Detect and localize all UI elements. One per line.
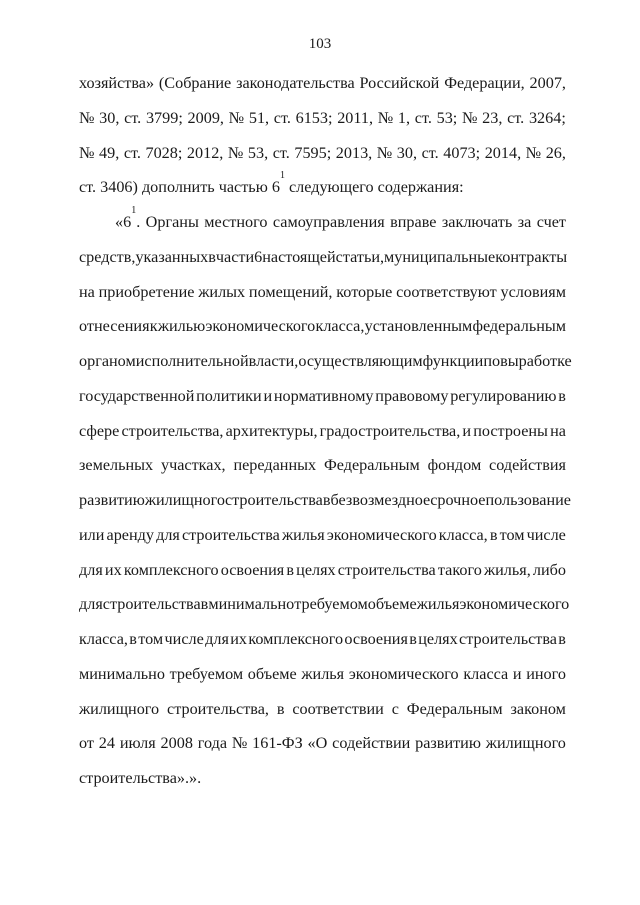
word: 30, (99, 108, 120, 127)
word: строительства (459, 630, 557, 648)
word: класса (463, 664, 509, 683)
word: Федерации, (444, 74, 525, 92)
word: ст. (123, 143, 141, 162)
text-line-first (79, 205, 566, 240)
word: ст. (414, 108, 432, 127)
word: экономического (348, 664, 459, 683)
word: «О (307, 734, 328, 753)
word: объеме (247, 664, 297, 683)
word: класса, (438, 525, 488, 544)
word: контракты (495, 247, 568, 266)
word: 3264; (528, 108, 566, 127)
word: переданных (233, 456, 317, 475)
word: № (231, 734, 248, 753)
word: целях (418, 630, 458, 648)
word: жилья, (483, 560, 531, 579)
word: земельных (79, 456, 154, 475)
word: для (205, 630, 229, 648)
word: № (228, 108, 245, 127)
text-line (79, 692, 566, 727)
word: средств, (79, 247, 136, 266)
word: безвозмездное (330, 491, 431, 509)
word: 2009, (187, 108, 224, 127)
word: градостроительства, (319, 421, 461, 440)
word: статьи, (335, 247, 385, 266)
word: установленным (364, 317, 473, 336)
word: 30, (396, 143, 418, 162)
text-line (79, 483, 571, 518)
word: № (79, 108, 95, 127)
word: либо (532, 560, 566, 579)
word: власти, (248, 352, 299, 370)
word: развитию (79, 491, 145, 509)
word: класса, (315, 317, 365, 336)
word: числе (164, 630, 204, 648)
word: освоения (344, 630, 408, 648)
word: части (215, 247, 255, 266)
word: аренду (106, 525, 154, 544)
text-line (79, 309, 566, 344)
word: требуемом (169, 664, 244, 683)
word: вправе (390, 213, 437, 231)
word: развитию (415, 734, 481, 753)
word: жилых (198, 282, 246, 301)
word: законодательства (236, 74, 355, 92)
word: жилищного (79, 699, 160, 718)
word: комплексного (248, 630, 344, 648)
word: иного (526, 664, 566, 683)
text-line (79, 761, 566, 796)
text-line (79, 587, 570, 622)
text-line (79, 726, 566, 761)
word: заключать (441, 213, 513, 231)
word: строительства (102, 595, 201, 614)
text-segment: . (136, 213, 141, 231)
word: в (208, 247, 216, 266)
word: № (525, 143, 542, 162)
word: жилищного (144, 491, 225, 509)
word: в (558, 386, 566, 405)
word: Российской (359, 74, 440, 92)
word: счет (536, 213, 566, 231)
word: федеральным (472, 317, 566, 336)
word: года (197, 734, 228, 753)
superscript: 1 (131, 205, 137, 216)
word: и (462, 421, 472, 440)
word: местного (204, 213, 268, 231)
word: содействии (332, 734, 411, 753)
word: хозяйства» (79, 74, 155, 92)
word: целях (296, 560, 336, 579)
word: в (558, 630, 566, 648)
word: построены (473, 421, 548, 440)
word: № (462, 108, 478, 127)
word: содействия (489, 456, 566, 475)
word: Федеральным (406, 699, 503, 718)
word: на (550, 421, 566, 440)
word: строительства (337, 560, 436, 579)
word: освоения (220, 560, 285, 579)
word: строительства (181, 525, 280, 544)
word: их (104, 560, 122, 579)
word: в (129, 630, 137, 648)
word: 24 (98, 734, 115, 753)
word: в (409, 630, 417, 648)
word: по (483, 352, 501, 370)
word: жилищного (485, 734, 566, 753)
word: 2013, (335, 143, 373, 162)
text-line (79, 170, 566, 205)
word: 161-ФЗ (252, 734, 303, 753)
word: 51, (248, 108, 270, 127)
word: условиям (500, 282, 566, 301)
word: на (79, 282, 95, 301)
word: органом (79, 352, 136, 370)
text-segment: ст. 3406) дополнить частью 6 (79, 178, 280, 197)
word: 2014, (484, 143, 522, 162)
text-line (79, 518, 566, 553)
word: правовому (375, 386, 449, 405)
word: участках, (160, 456, 226, 475)
word: 6 (254, 247, 263, 266)
word: ст. (421, 143, 439, 162)
word: в (200, 595, 209, 614)
word: фондом (427, 456, 482, 475)
word: функции (422, 352, 484, 370)
word: которые (336, 282, 393, 301)
word: и (512, 664, 522, 683)
text-line (79, 136, 566, 171)
word: комплексного (123, 560, 219, 579)
word: государственной (79, 386, 195, 405)
word: выработке (500, 352, 572, 370)
word: с (391, 699, 399, 718)
text-segment: следующего содержания: (284, 178, 464, 197)
word: объеме (367, 595, 417, 614)
word: 2008 (160, 734, 193, 753)
text-segment (115, 205, 140, 240)
word: муниципальные (384, 247, 496, 266)
text-line (79, 448, 566, 483)
word: ст. (507, 108, 525, 127)
word: или (79, 525, 105, 544)
word: 2012, (186, 143, 224, 162)
text-line (79, 240, 566, 275)
word: такого (437, 560, 482, 579)
text-line (79, 379, 566, 414)
word: 53; (436, 108, 458, 127)
word: том (499, 525, 525, 544)
word: 3799; (145, 108, 183, 127)
word: 49, (99, 143, 120, 162)
word: ст. (272, 143, 290, 162)
text-line (79, 553, 566, 588)
word: осуществляющим (298, 352, 423, 370)
word: исполнительной (135, 352, 249, 370)
word: жилью (157, 317, 206, 336)
word: экономического (459, 595, 570, 614)
word: для (79, 595, 103, 614)
word: 2011, (337, 108, 374, 127)
word: класса, (79, 630, 128, 648)
word: в (322, 491, 331, 509)
word: в (276, 699, 285, 718)
word: требуемом (294, 595, 368, 614)
word: в (489, 525, 498, 544)
word: архитектуры, (225, 421, 318, 440)
word: сфере (79, 421, 120, 440)
word: к (149, 317, 158, 336)
word: строительства (224, 491, 323, 509)
word: 6153; (295, 108, 333, 127)
word: в (286, 560, 295, 579)
text-segment: «6 (115, 213, 132, 231)
word: 26, (545, 143, 566, 162)
word: ст. (124, 108, 142, 127)
text-line (79, 275, 566, 310)
word: законом (510, 699, 566, 718)
word: жилья (416, 595, 460, 614)
word: минимально (79, 664, 165, 683)
word: том (138, 630, 164, 648)
word: для (156, 525, 180, 544)
word: 4073; (443, 143, 481, 162)
word: экономического (205, 317, 316, 336)
word: их (230, 630, 247, 648)
word: строительства, (121, 421, 224, 440)
word: ст. (273, 108, 291, 127)
superscript: 1 (279, 170, 285, 182)
text-line (79, 344, 572, 379)
body-text (79, 66, 572, 796)
word: отнесения (79, 317, 150, 336)
word: № (377, 108, 394, 127)
word: срочное (430, 491, 486, 509)
word: регулированию (450, 386, 557, 405)
word: 23, (482, 108, 503, 127)
word: строительства, (167, 699, 269, 718)
word: числе (526, 525, 566, 544)
word: самоуправления (272, 213, 385, 231)
word: жилья (301, 664, 345, 683)
word: 2007, (529, 74, 566, 92)
word: помещений, (248, 282, 333, 301)
word: минимально (208, 595, 295, 614)
word: № (227, 143, 244, 162)
word: настоящей (262, 247, 336, 266)
word: Федеральным (323, 456, 420, 475)
word: 53, (247, 143, 269, 162)
text-line (79, 414, 566, 449)
word: политики (196, 386, 262, 405)
word: приобретение (98, 282, 195, 301)
word: 7028; (145, 143, 183, 162)
word: указанных (135, 247, 209, 266)
text-line (79, 622, 566, 657)
word: и (263, 386, 273, 405)
page-number: 103 (308, 36, 332, 52)
word: соответствуют (396, 282, 497, 301)
text-segment: строительства».». (79, 769, 202, 787)
word: соответствии (292, 699, 384, 718)
word: (Собрание (158, 74, 232, 92)
word: 7595; (294, 143, 332, 162)
word: экономического (326, 525, 437, 544)
text-line (79, 101, 566, 136)
word: пользование (485, 491, 571, 509)
word: 1, (397, 108, 411, 127)
word: для (79, 560, 103, 579)
text-line (79, 657, 566, 692)
word: за (517, 213, 532, 231)
word: № (376, 143, 393, 162)
word: жилья (281, 525, 325, 544)
word: Органы (145, 213, 199, 231)
word: № (79, 143, 95, 162)
word: нормативному (273, 386, 374, 405)
text-line (79, 66, 566, 101)
word: июля (119, 734, 156, 753)
word: от (79, 734, 94, 753)
